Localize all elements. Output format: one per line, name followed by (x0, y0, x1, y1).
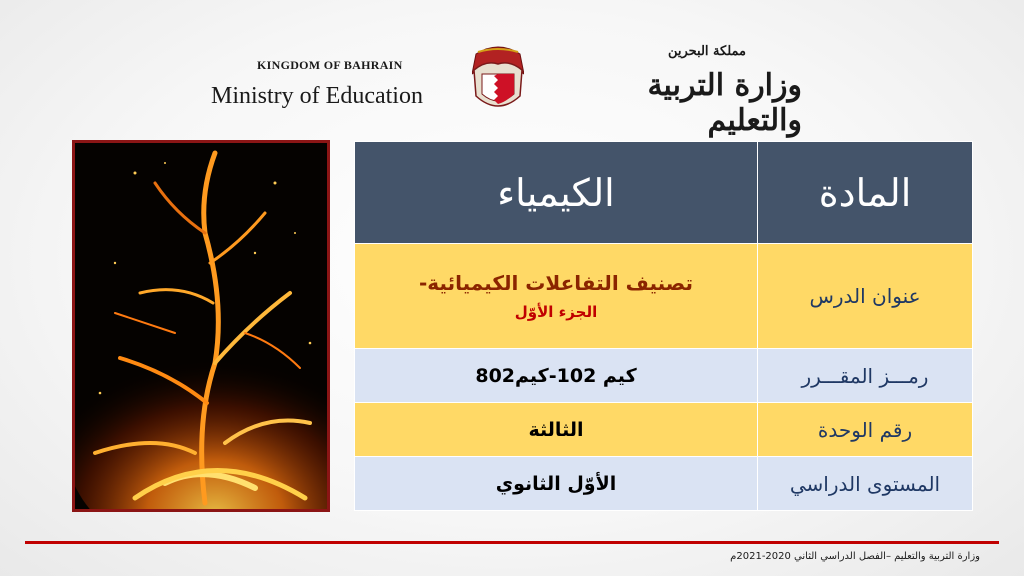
kingdom-title-en: KINGDOM OF BAHRAIN (257, 58, 403, 72)
lesson-info-table (354, 141, 973, 511)
footer-text: وزارة التربية والتعليم –الفصل الدراسي الثاني 2020-2021م (730, 551, 980, 562)
unit-number-value: الثالثة (355, 403, 758, 457)
lesson-title-cell (355, 244, 758, 349)
subject-value: الكيمياء (355, 142, 758, 244)
lesson-title-label: عنوان الدرس (758, 244, 973, 349)
ministry-title-ar: وزارة التربية والتعليم (647, 68, 802, 138)
unit-number-label: رقم الوحدة (758, 403, 973, 457)
course-code-value: كيم 102-كيم802 (355, 349, 758, 403)
fire-illustration (75, 143, 327, 509)
kingdom-title-ar: مملكة البحرين (667, 44, 746, 59)
lesson-title-value: تصنيف التفاعلات الكيميائية- (418, 271, 693, 295)
course-code-label: رمـــز المقـــرر (758, 349, 973, 403)
bahrain-crest-icon (472, 44, 524, 118)
ministry-title-en: Ministry of Education (211, 83, 423, 109)
subject-label: المادة (758, 142, 973, 244)
footer-divider (25, 541, 999, 544)
grade-level-label: المستوى الدراسي (758, 457, 973, 511)
fire-image (72, 140, 330, 512)
grade-level-value: الأوّل الثانوي (355, 457, 758, 511)
lesson-part-value: الجزء الأوّل (514, 303, 598, 321)
